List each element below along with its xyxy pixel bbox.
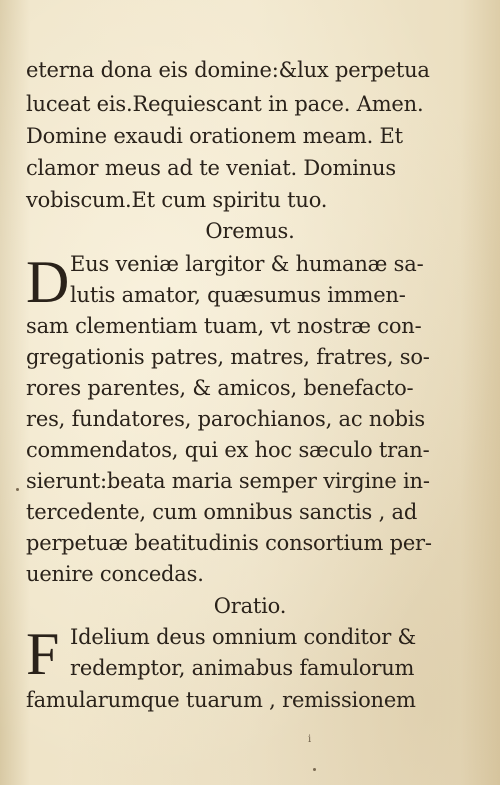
heading-oratio: Oratio. <box>213 594 287 618</box>
text-line-12: res, fundatores, parochianos, ac nobis <box>26 407 425 431</box>
heading-oremus: Oremus. <box>205 219 295 243</box>
text-line-13: commendatos, qui ex hoc sæculo tran- <box>26 438 430 462</box>
drop-cap-d: D <box>26 249 70 315</box>
text-line-15: tercedente, cum omnibus sanctis , ad <box>26 500 418 524</box>
text-line-1: eterna dona eis domine:&lux perpetua <box>26 58 430 82</box>
ink-speck <box>16 488 19 491</box>
text-line-10: gregationis patres, matres, fratres, so- <box>26 345 430 369</box>
text-line-4: clamor meus ad te veniat. Dominus <box>26 156 396 180</box>
text-line-3: Domine exaudi orationem meam. Et <box>26 124 403 148</box>
text-line-5: vobiscum.Et cum spiritu tuo. <box>26 188 328 212</box>
text-line-7: Eus veniæ largitor & humanæ sa- <box>70 252 424 276</box>
text-line-17: uenire concedas. <box>26 562 204 586</box>
text-line-2: luceat eis.Requiescant in pace. Amen. <box>26 92 424 116</box>
text-line-11: rores parentes, & amicos, benefacto- <box>26 376 414 400</box>
text-line-9: sam clementiam tuam, vt nostræ con- <box>26 314 422 338</box>
text-line-20: redemptor, animabus famulorum <box>70 656 415 680</box>
text-line-16: perpetuæ beatitudinis consortium per- <box>26 531 432 555</box>
text-line-8: lutis amator, quæsumus immen- <box>70 283 406 307</box>
text-line-21: famularumque tuarum , remissionem <box>26 688 416 712</box>
drop-cap-f: F <box>26 621 60 687</box>
text-line-19: Idelium deus omnium conditor & <box>70 625 417 649</box>
catchword: i <box>308 734 312 745</box>
text-line-14: sierunt:beata maria semper virgine in- <box>26 469 430 493</box>
ink-speck <box>313 768 316 771</box>
